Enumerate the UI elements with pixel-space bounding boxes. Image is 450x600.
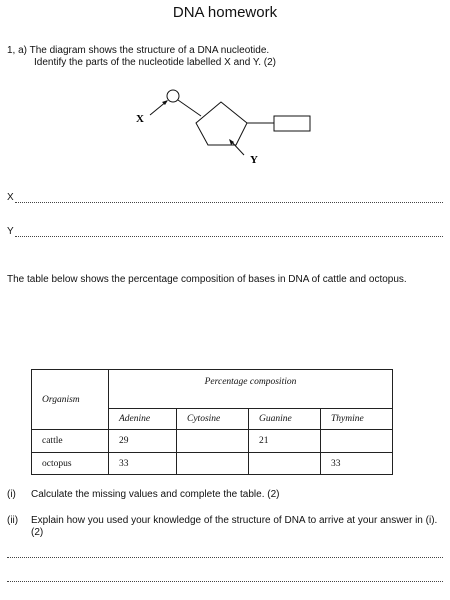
cell-octopus-cytosine[interactable] <box>177 453 249 475</box>
question-i <box>7 489 443 501</box>
label-y: Y <box>250 154 258 166</box>
question-ii-text: Explain how you used your knowledge of the structure of DNA to arrive at your answer in (i). (2) <box>31 515 438 538</box>
base-rectangle <box>274 116 310 131</box>
answer-dotted-line-1[interactable] <box>7 557 443 558</box>
question-i-number: (i) <box>7 489 16 500</box>
cell-cattle-thymine[interactable] <box>321 430 393 453</box>
table-intro: The table below shows the percentage composition of bases in DNA of cattle and octopus. <box>7 274 407 285</box>
answer-x-line[interactable] <box>7 192 443 203</box>
question-ii-number: (ii) <box>7 515 19 526</box>
answer-x-dots <box>15 194 443 203</box>
nucleotide-diagram <box>120 85 320 170</box>
table-row <box>32 430 393 453</box>
label-x: X <box>136 113 144 125</box>
cell-cattle-guanine: 21 <box>249 430 321 453</box>
sugar-pentagon <box>196 102 247 145</box>
answer-x-label: X <box>7 192 14 203</box>
row-organism-cattle: cattle <box>32 430 109 453</box>
question-ii <box>7 515 443 539</box>
answer-y-dots <box>15 228 443 237</box>
answer-y-label: Y <box>7 226 14 237</box>
organism-header: Organism <box>32 370 109 430</box>
answer-dotted-line-2[interactable] <box>7 581 443 582</box>
cell-cattle-adenine: 29 <box>109 430 177 453</box>
question-1-line-2: Identify the parts of the nucleotide labelled X and Y. (2) <box>34 57 277 68</box>
row-organism-octopus: octopus <box>32 453 109 475</box>
phosphate-circle <box>167 90 179 102</box>
answer-y-line[interactable] <box>7 226 443 237</box>
column-header-guanine: Guanine <box>249 409 321 430</box>
cell-octopus-adenine: 33 <box>109 453 177 475</box>
bond-phosphate-sugar <box>178 100 201 116</box>
cell-octopus-thymine: 33 <box>321 453 393 475</box>
cell-octopus-guanine[interactable] <box>249 453 321 475</box>
question-1-line-1: 1, a) The diagram shows the structure of a DNA nucleotide. <box>7 45 270 56</box>
question-1 <box>7 45 443 69</box>
column-header-cytosine: Cytosine <box>177 409 249 430</box>
column-header-adenine: Adenine <box>109 409 177 430</box>
cell-cattle-cytosine[interactable] <box>177 430 249 453</box>
base-composition-table <box>31 369 393 475</box>
percentage-composition-header: Percentage composition <box>109 370 393 409</box>
question-i-text: Calculate the missing values and complete the table. (2) <box>31 489 280 500</box>
column-header-thymine: Thymine <box>321 409 393 430</box>
table-row <box>32 453 393 475</box>
page-title: DNA homework <box>172 4 278 21</box>
